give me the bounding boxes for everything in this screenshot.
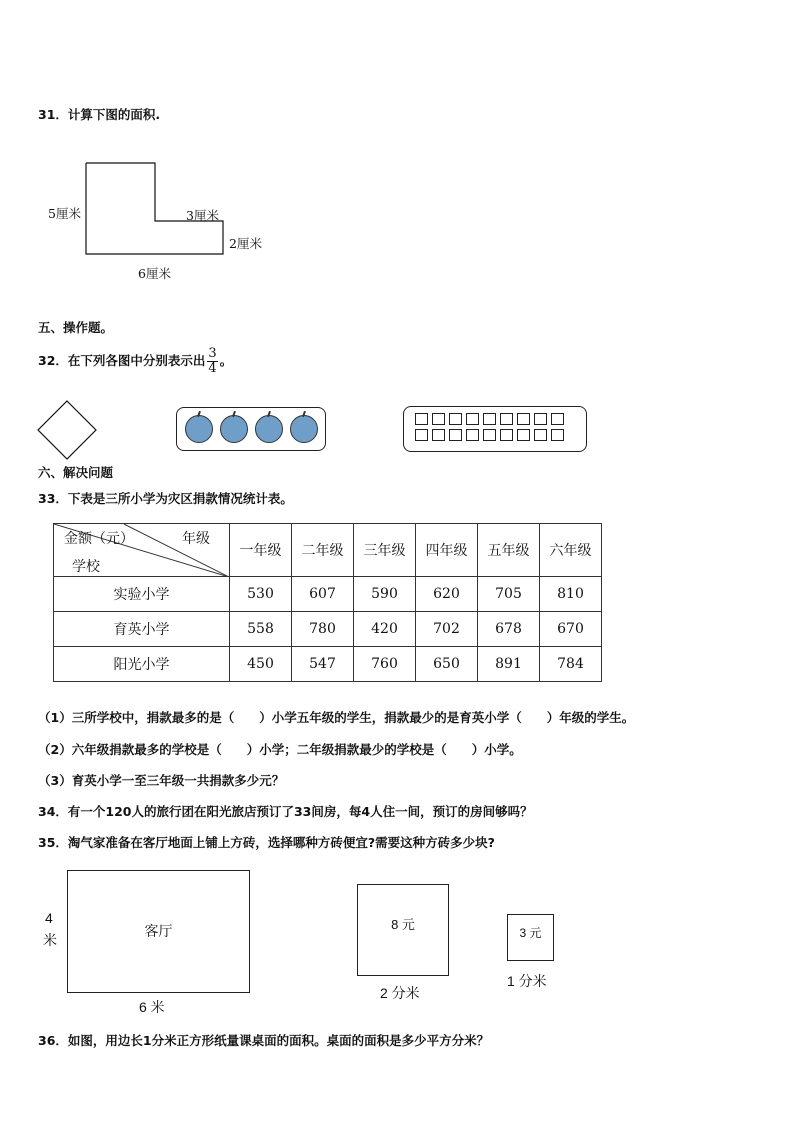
room-width-label: 6 米 [139,999,165,1015]
table-row [54,612,602,647]
table-cell: 547 [292,647,354,682]
table-cell: 780 [292,612,354,647]
small-tile [507,914,554,961]
question-31: 31．计算下图的面积. [38,107,161,122]
header-amount-label: 金额（元） [64,531,134,547]
room-height-number: 4 [45,910,53,926]
small-square [466,413,479,425]
table-row [54,577,602,612]
section-5-title: 五、操作题。 [38,320,114,335]
square-row [415,429,586,441]
table-cell: 420 [354,612,416,647]
table-cell: 670 [540,612,602,647]
table-cell: 590 [354,577,416,612]
small-square [500,429,513,441]
small-square [415,429,428,441]
fraction-numerator: 3 [208,346,217,361]
question-33-part-2: （2）六年级捐款最多的学校是（ ）小学；二年级捐款最少的学校是（ ）小学。 [38,742,522,757]
table-cell: 558 [230,612,292,647]
small-square [534,413,547,425]
question-34: 34．有一个120人的旅行团在阳光旅店预订了33间房，每4人住一间，预订的房间够吗？ [38,804,533,819]
header-grade-label: 年级 [182,531,210,547]
school-name: 实验小学 [54,577,230,612]
school-name: 育英小学 [54,612,230,647]
small-square [534,429,547,441]
table-cell: 650 [416,647,478,682]
table-cell: 607 [292,577,354,612]
table-cell: 530 [230,577,292,612]
small-square [466,429,479,441]
small-square [551,429,564,441]
small-square [449,429,462,441]
small-square [449,413,462,425]
section-6-title: 六、解决问题 [38,465,114,480]
question-32-suffix: 。 [219,353,233,368]
label-3cm: 3厘米 [186,208,219,223]
apple-icon [290,415,318,443]
small-square [483,413,496,425]
grade-header-1: 一年级 [230,524,292,577]
apple-icon [220,415,248,443]
table-cell: 810 [540,577,602,612]
small-square [500,413,513,425]
label-5cm: 5厘米 [48,206,81,221]
fraction-three-quarters [207,347,217,376]
question-35: 35．淘气家准备在客厅地面上铺上方砖，选择哪种方砖便宜?需要这种方砖多少块? [38,835,495,850]
table-cell: 760 [354,647,416,682]
question-33-part-3: （3）育英小学一至三年级一共捐款多少元？ [38,773,285,788]
label-2cm: 2厘米 [229,236,262,251]
grade-header-5: 五年级 [478,524,540,577]
small-square [432,429,445,441]
fraction-denominator: 4 [208,361,217,376]
table-cell: 705 [478,577,540,612]
room-height-unit: 米 [43,932,57,948]
table-cell: 678 [478,612,540,647]
big-tile-price: 8 元 [391,917,415,932]
square-grid-box [403,406,587,452]
small-square [517,413,530,425]
small-square [415,413,428,425]
apple-group-box [176,407,326,451]
diamond-shape [36,398,100,462]
big-tile [357,884,449,976]
small-square [483,429,496,441]
apple-icon [255,415,283,443]
grade-header-3: 三年级 [354,524,416,577]
living-room-rect [67,870,250,993]
grade-header-4: 四年级 [416,524,478,577]
table-cell: 784 [540,647,602,682]
square-row [415,413,586,425]
question-36: 36．如图，用边长1分米正方形纸量课桌面的面积。桌面的面积是多少平方分米？ [38,1033,490,1048]
table-cell: 620 [416,577,478,612]
header-school-label: 学校 [72,559,100,575]
small-square [551,413,564,425]
school-name: 阳光小学 [54,647,230,682]
donation-table [53,523,602,682]
question-33-part-1: （1）三所学校中，捐款最多的是（ ）小学五年级的学生，捐款最少的是育英小学（ ）年级的学生。 [38,710,635,725]
table-cell: 702 [416,612,478,647]
grade-header-6: 六年级 [540,524,602,577]
question-32 [38,347,232,376]
label-6cm: 6厘米 [138,266,171,281]
big-tile-size: 2 分米 [380,985,420,1001]
living-room-label: 客厅 [144,923,173,939]
table-corner-header [54,524,230,577]
table-cell: 891 [478,647,540,682]
grade-header-2: 二年级 [292,524,354,577]
small-square [517,429,530,441]
apple-icon [185,415,213,443]
question-32-text: 32．在下列各图中分别表示出 [38,353,206,368]
table-cell: 450 [230,647,292,682]
small-square [432,413,445,425]
question-33: 33．下表是三所小学为灾区捐款情况统计表。 [38,491,293,506]
small-tile-price: 3 元 [519,926,542,940]
table-header-row [54,524,602,577]
small-tile-size: 1 分米 [507,973,547,989]
table-row [54,647,602,682]
